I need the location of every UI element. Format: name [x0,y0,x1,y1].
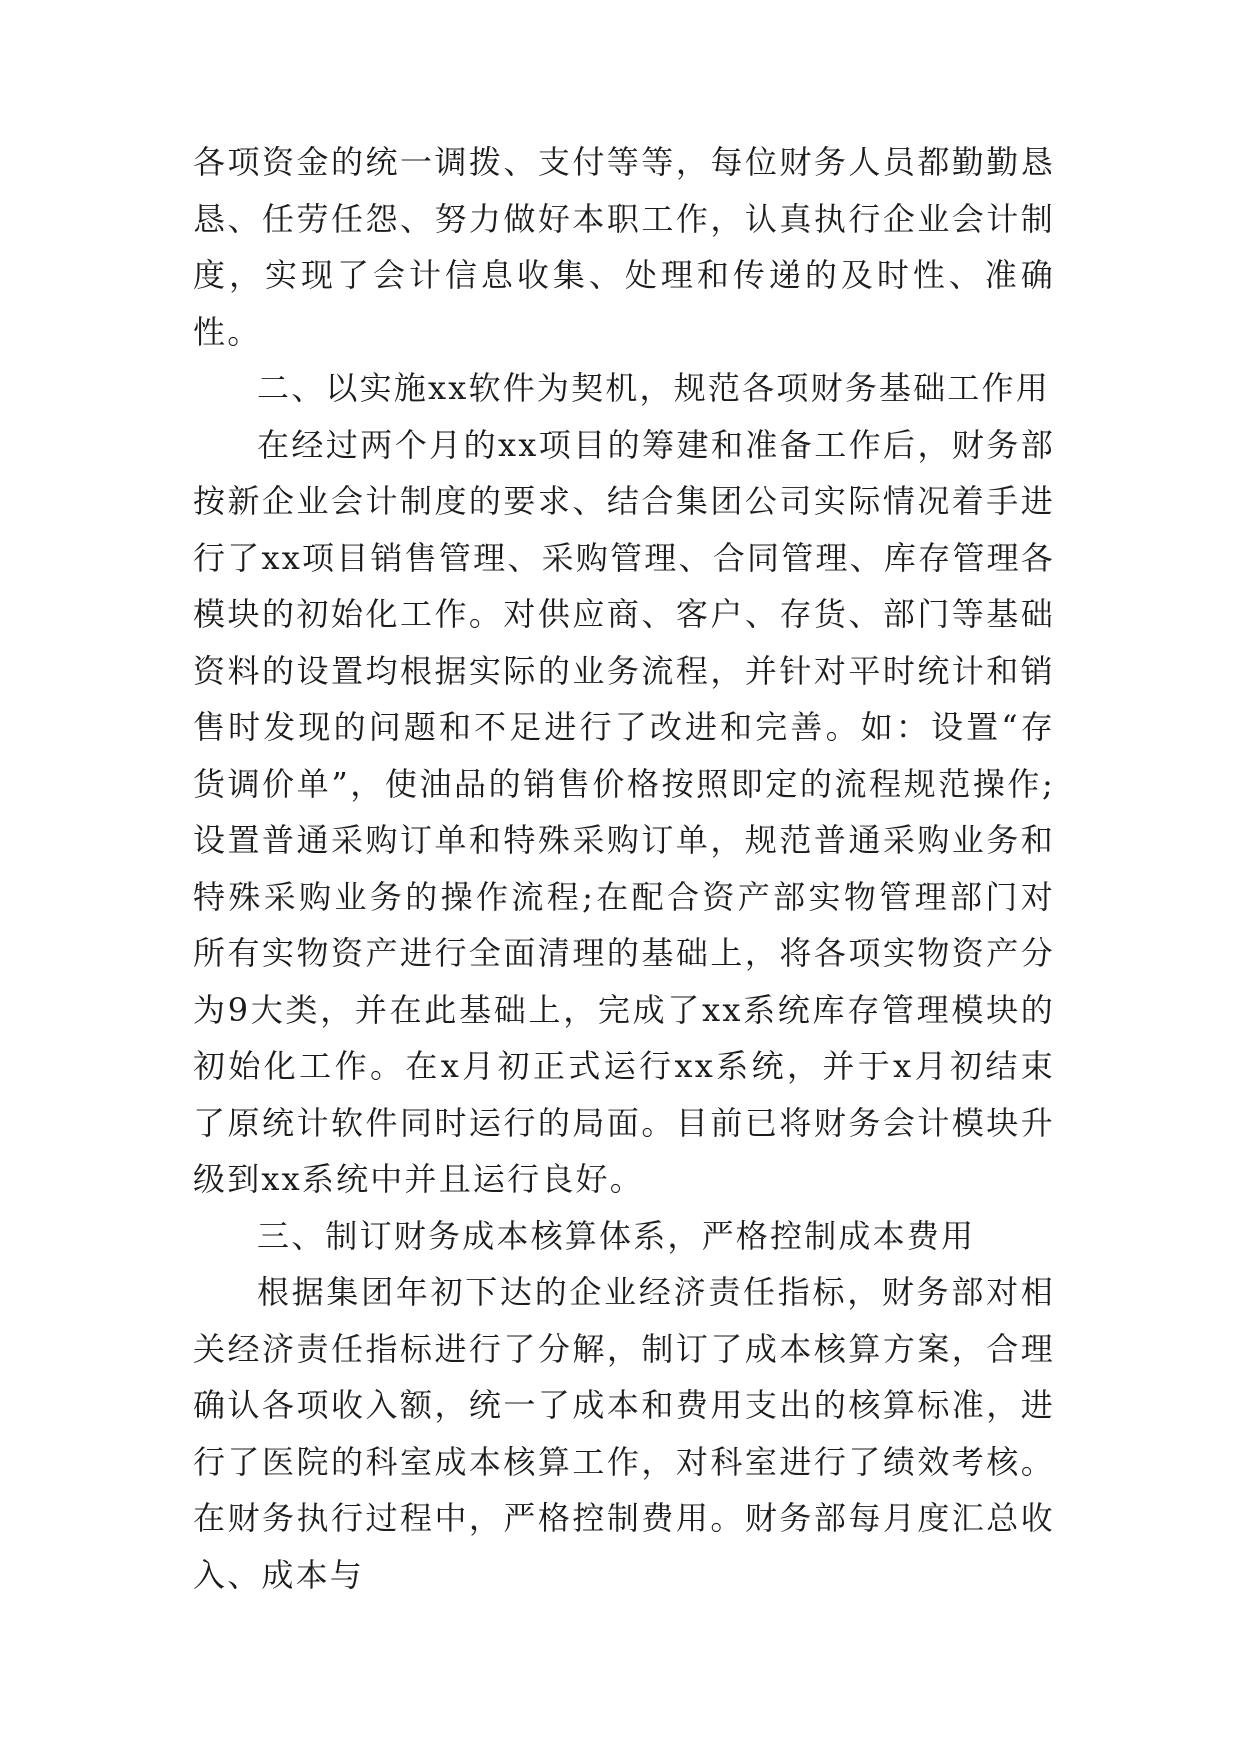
document-body [193,134,1055,1603]
paragraph-section-3: 根据集团年初下达的企业经济责任指标，财务部对相关经济责任指标进行了分解，制订了成本核算方案，合理确认各项收入额，统一了成本和费用支出的核算标准，进行了医院的科室成本核算工作，对科室进行了绩效考核。在财务执行过程中，严格控制费用。财务部每月度汇总收入、成本与 [193,1273,1055,1594]
section-heading-3: 三、制订财务成本核算体系，严格控制成本费用 [257,1216,976,1255]
paragraph-continuation: 各项资金的统一调拨、支付等等，每位财务人员都勤勤恳恳、任劳任怨、努力做好本职工作，认真执行企业会计制度，实现了会计信息收集、处理和传递的及时性、准确性。 [193,143,1055,351]
paragraph-section-2: 在经过两个月的xx项目的筹建和准备工作后，财务部按新企业会计制度的要求、结合集团公司实际情况着手进行了xx项目销售管理、采购管理、合同管理、库存管理各模块的初始化工作。对供应商、客户、存货、部门等基础资料的设置均根据实际的业务流程，并针对平时统计和销售时发现的问题和不足进行了改进和完善。如：设置“存货调价单”，使油品的销售价格按照即定的流程规范操作;设置普通采购订单和特殊采购订单，规范普通采购业务和特殊采购业务的操作流程;在配合资产部实物管理部门对所有实物资产进行全面清理的基础上，将各项实物资产分为9大类，并在此基础上，完成了xx系统库存管理模块的初始化工作。在x月初正式运行xx系统，并于x月初结束了原统计软件同时运行的局面。目前已将财务会计模块升级到xx系统中并且运行良好。 [193,425,1055,1198]
section-heading-2: 二、以实施xx软件为契机，规范各项财务基础工作用 [257,369,1050,407]
